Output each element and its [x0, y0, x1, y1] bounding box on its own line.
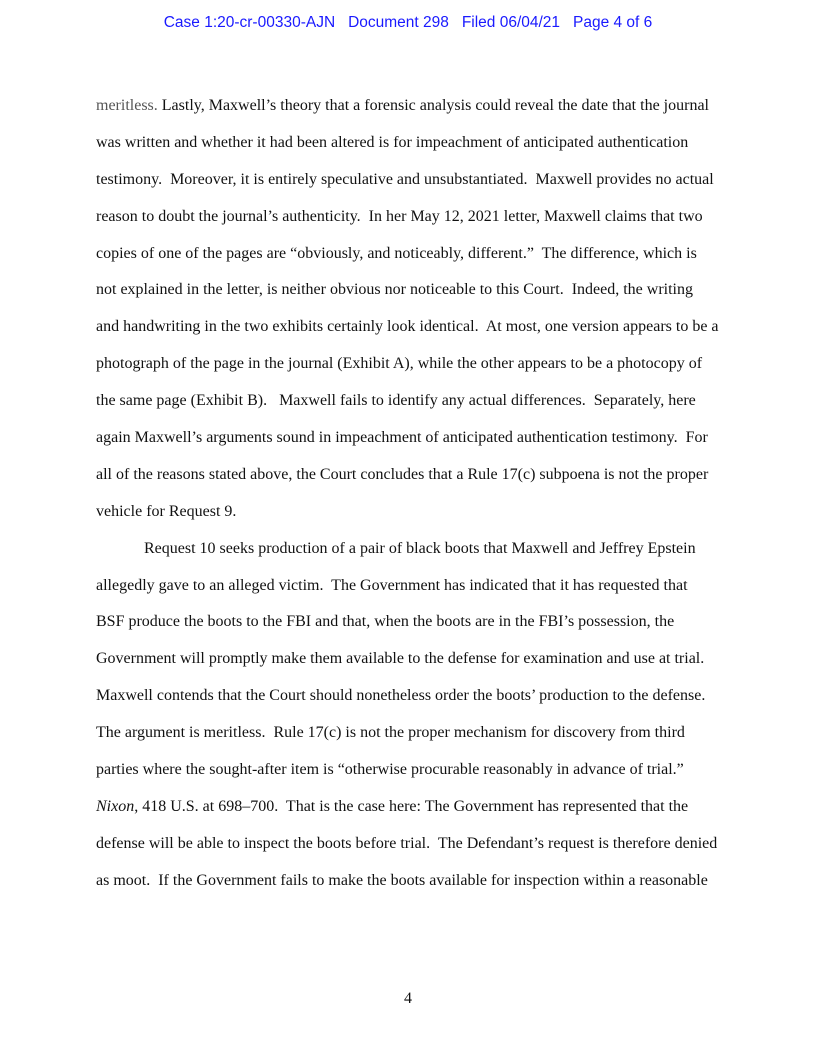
text-line: photograph of the page in the journal (Exhibit A), while the other appears to be a photocopy of [96, 355, 703, 373]
text-line: all of the reasons stated above, the Court concludes that a Rule 17(c) subpoena is not the proper [96, 465, 709, 483]
case-number: Case 1:20-cr-00330-AJN [163, 14, 336, 31]
case-header [0, 14, 816, 32]
paragraph-start-line: Request 10 seeks production of a pair of black boots that Maxwell and Jeffrey Epstein [144, 539, 696, 557]
text-line: Maxwell contends that the Court should nonetheless order the boots’ production to the defense. [96, 687, 706, 705]
document-number: Document 298 [348, 14, 449, 31]
page-indicator: Page 4 of 6 [572, 14, 653, 31]
text-line: was written and whether it had been altered is for impeachment of anticipated authentication [96, 133, 689, 151]
text-line: Government will promptly make them available to the defense for examination and use at trial. [96, 650, 705, 668]
continued-word: meritless. [96, 97, 158, 114]
text-line: and handwriting in the two exhibits certainly look identical. At most, one version appears to be a [96, 318, 719, 336]
text-line: parties where the sought-after item is “otherwise procurable reasonably in advance of trial.” [96, 761, 684, 779]
filed-date: Filed 06/04/21 [461, 14, 561, 31]
text-line: copies of one of the pages are “obviously, and noticeably, different.” The difference, which is [96, 244, 697, 262]
text-line: The argument is meritless. Rule 17(c) is not the proper mechanism for discovery from third [96, 724, 685, 742]
text-line: allegedly gave to an alleged victim. The Government has indicated that it has requested that [96, 576, 688, 594]
text-line: testimony. Moreover, it is entirely speculative and unsubstantiated. Maxwell provides no actual [96, 170, 714, 188]
text-line: vehicle for Request 9. [96, 502, 237, 520]
document-body [96, 92, 736, 904]
page-number: 4 [404, 990, 412, 1007]
text-line: reason to doubt the journal’s authenticity. In her May 12, 2021 letter, Maxwell claims that two [96, 207, 703, 225]
text-line: as moot. If the Government fails to make the boots available for inspection within a reasonable [96, 871, 708, 889]
text-line: Nixon, 418 U.S. at 698–700. That is the case here: The Government has represented that the [96, 797, 689, 815]
text-line: meritless. Lastly, Maxwell’s theory that a forensic analysis could reveal the date that the journal [96, 97, 709, 114]
text-line: BSF produce the boots to the FBI and that, when the boots are in the FBI’s possession, the [96, 613, 675, 631]
text-line: not explained in the letter, is neither obvious nor noticeable to this Court. Indeed, the writing [96, 281, 693, 299]
text-line: the same page (Exhibit B). Maxwell fails to identify any actual differences. Separately, here [96, 392, 696, 410]
text-line: defense will be able to inspect the boots before trial. The Defendant’s request is therefore denied [96, 834, 718, 852]
case-citation: Nixon [96, 797, 135, 815]
text-line: again Maxwell’s arguments sound in impeachment of anticipated authentication testimony. For [96, 429, 708, 447]
